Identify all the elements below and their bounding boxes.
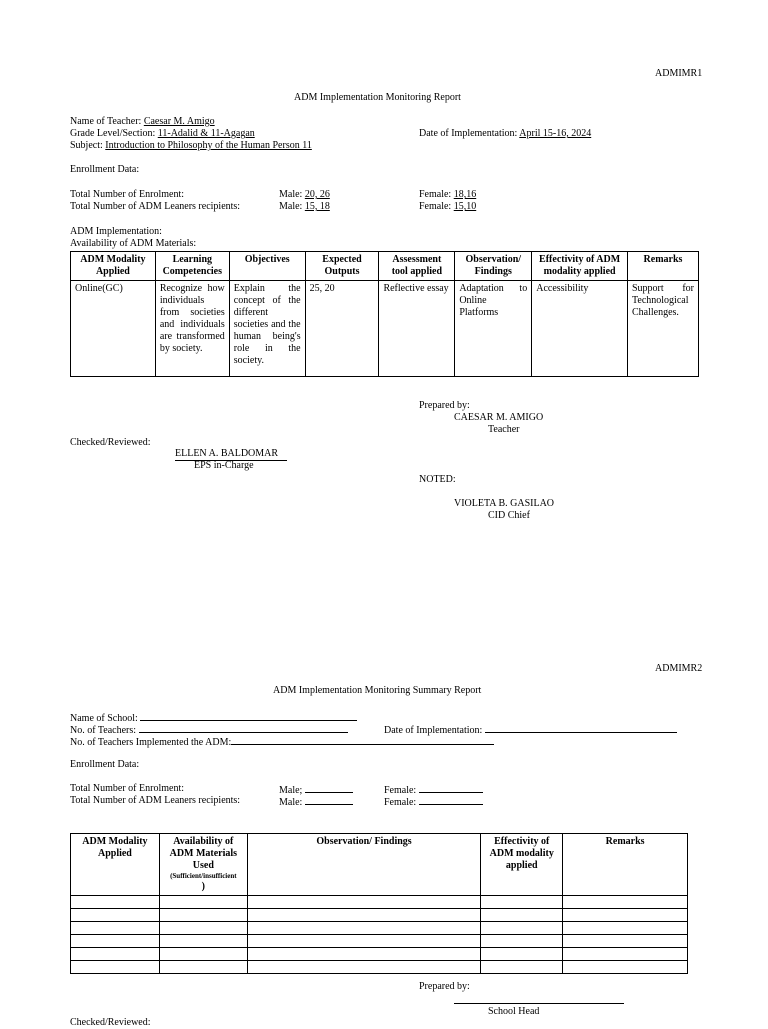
recipients-male bbox=[279, 201, 330, 213]
teachers-label: No. of Teachers: bbox=[70, 725, 137, 736]
school-label: Name of School: bbox=[70, 713, 138, 724]
table-row bbox=[71, 948, 688, 961]
summary-header-availability bbox=[159, 834, 247, 896]
checked-label: Checked/Reviewed: bbox=[70, 437, 151, 448]
recipients-male-label: Male: bbox=[279, 201, 303, 212]
table-cell[interactable] bbox=[71, 922, 160, 935]
grade-line bbox=[70, 128, 255, 140]
cell-observation: Adaptation to Online Platforms bbox=[455, 281, 532, 377]
prepared-role: Teacher bbox=[488, 424, 520, 435]
table-cell[interactable] bbox=[247, 909, 480, 922]
summary-header-effectivity: Effectivity of ADM modality applied bbox=[481, 834, 563, 896]
subject-line bbox=[70, 140, 312, 152]
cell-modality: Online(GC) bbox=[71, 281, 156, 377]
header-modality: ADM Modality Applied bbox=[71, 252, 156, 281]
table-cell[interactable] bbox=[159, 909, 247, 922]
summary-report-title: ADM Implementation Monitoring Summary Report bbox=[273, 685, 482, 696]
implemented-label: No. of Teachers Implemented the ADM: bbox=[70, 737, 232, 748]
implemented-blank[interactable] bbox=[231, 735, 494, 745]
summary-recipients-female bbox=[384, 795, 483, 809]
table-cell[interactable] bbox=[563, 961, 688, 974]
table-row bbox=[71, 281, 699, 377]
table-cell[interactable] bbox=[247, 922, 480, 935]
summary-recipients-female-blank[interactable] bbox=[419, 795, 483, 805]
summary-header-remarks: Remarks bbox=[563, 834, 688, 896]
table-cell[interactable] bbox=[71, 948, 160, 961]
implemented-line bbox=[70, 735, 494, 749]
summary-enrolment-female-blank[interactable] bbox=[419, 783, 483, 793]
recipients-male-value: 15, 18 bbox=[304, 201, 330, 212]
cell-effectivity: Accessibility bbox=[532, 281, 628, 377]
table-cell[interactable] bbox=[563, 896, 688, 909]
cell-assessment: Reflective essay bbox=[379, 281, 455, 377]
summary-prepared-label: Prepared by: bbox=[419, 981, 470, 992]
table-row bbox=[71, 935, 688, 948]
summary-enrollment-data-label: Enrollment Data: bbox=[70, 759, 140, 770]
recipients-female bbox=[419, 201, 476, 213]
table-cell[interactable] bbox=[71, 909, 160, 922]
summary-checked-label: Checked/Reviewed: bbox=[70, 1017, 151, 1028]
summary-enrolment-label: Total Number of Enrolment: bbox=[70, 783, 184, 794]
header-outputs: Expected Outputs bbox=[305, 252, 379, 281]
enrolment-female-value: 18,16 bbox=[453, 189, 477, 200]
subject-value: Introduction to Philosophy of the Human Person 11 bbox=[105, 140, 312, 151]
checked-role: EPS in-Charge bbox=[194, 460, 254, 471]
header-effectivity: Effectivity of ADM modality applied bbox=[532, 252, 628, 281]
header-competencies: Learning Competencies bbox=[155, 252, 229, 281]
noted-name: VIOLETA B. GASILAO bbox=[454, 498, 555, 509]
summary-enrolment-male-label: Male; bbox=[279, 785, 303, 796]
availability-label: Availability of ADM Materials: bbox=[70, 238, 197, 249]
date-label: Date of Implementation: bbox=[419, 128, 518, 139]
summary-header-availability-text: Availability of ADM Materials Used bbox=[169, 836, 238, 871]
prepared-name: CAESAR M. AMIGO bbox=[454, 412, 544, 423]
summary-table bbox=[70, 833, 688, 974]
summary-header-row bbox=[71, 834, 688, 896]
summary-date-blank[interactable] bbox=[485, 723, 677, 733]
header-objectives: Objectives bbox=[229, 252, 305, 281]
table-cell[interactable] bbox=[481, 948, 563, 961]
summary-recipients-label: Total Number of ADM Leaners recipients: bbox=[70, 795, 241, 806]
table-cell[interactable] bbox=[563, 935, 688, 948]
implementation-label: ADM Implementation: bbox=[70, 226, 162, 237]
table-cell[interactable] bbox=[71, 961, 160, 974]
summary-header-modality: ADM Modality Applied bbox=[71, 834, 160, 896]
header-observation: Observation/ Findings bbox=[455, 252, 532, 281]
enrolment-male-label: Male: bbox=[279, 189, 303, 200]
enrolment-male bbox=[279, 189, 330, 201]
subject-label: Subject: bbox=[70, 140, 103, 151]
table-row bbox=[71, 922, 688, 935]
table-cell[interactable] bbox=[481, 935, 563, 948]
recipients-female-label: Female: bbox=[419, 201, 452, 212]
table-row bbox=[71, 961, 688, 974]
summary-report-code: ADMIMR2 bbox=[655, 663, 703, 674]
table-cell[interactable] bbox=[481, 922, 563, 935]
table-cell[interactable] bbox=[71, 896, 160, 909]
school-blank[interactable] bbox=[140, 711, 357, 721]
summary-recipients-female-label: Female: bbox=[384, 797, 417, 808]
summary-enrolment-female-label: Female: bbox=[384, 785, 417, 796]
table-cell[interactable] bbox=[247, 961, 480, 974]
table-cell[interactable] bbox=[159, 896, 247, 909]
cell-outputs: 25, 20 bbox=[305, 281, 379, 377]
table-cell[interactable] bbox=[563, 922, 688, 935]
noted-label: NOTED: bbox=[419, 474, 456, 485]
table-cell[interactable] bbox=[481, 896, 563, 909]
summary-recipients-male-blank[interactable] bbox=[305, 795, 353, 805]
teacher-label: Name of Teacher: bbox=[70, 116, 142, 127]
report-code: ADMIMR1 bbox=[655, 68, 703, 79]
recipients-female-value: 15,10 bbox=[453, 201, 477, 212]
table-header-row bbox=[71, 252, 699, 281]
table-cell[interactable] bbox=[563, 948, 688, 961]
adm-table bbox=[70, 251, 699, 377]
report-title: ADM Implementation Monitoring Report bbox=[294, 92, 461, 103]
header-remarks: Remarks bbox=[627, 252, 698, 281]
table-row bbox=[71, 896, 688, 909]
teachers-blank[interactable] bbox=[139, 723, 348, 733]
table-cell[interactable] bbox=[159, 922, 247, 935]
availability-note: (Sufficient/insufficient bbox=[170, 872, 237, 880]
cell-competencies: Recognize how individuals from societies and individuals are transformed by society. bbox=[155, 281, 229, 377]
teacher-line bbox=[70, 116, 215, 128]
table-cell[interactable] bbox=[563, 909, 688, 922]
header-assessment: Assessment tool applied bbox=[379, 252, 455, 281]
availability-note-close: ) bbox=[201, 881, 205, 892]
table-cell[interactable] bbox=[247, 948, 480, 961]
school-head-signature-line[interactable] bbox=[454, 999, 624, 1004]
enrolment-female bbox=[419, 189, 476, 201]
date-line bbox=[419, 128, 591, 140]
grade-label: Grade Level/Section: bbox=[70, 128, 156, 139]
table-cell[interactable] bbox=[159, 961, 247, 974]
cell-remarks: Support for Technological Challenges. bbox=[627, 281, 698, 377]
summary-header-observation: Observation/ Findings bbox=[247, 834, 480, 896]
checked-name-text: ELLEN A. BALDOMAR bbox=[175, 448, 287, 461]
enrolment-male-value: 20, 26 bbox=[304, 189, 330, 200]
table-cell[interactable] bbox=[159, 935, 247, 948]
noted-role: CID Chief bbox=[488, 510, 530, 521]
table-cell[interactable] bbox=[159, 948, 247, 961]
prepared-label: Prepared by: bbox=[419, 400, 470, 411]
summary-enrolment-male-blank[interactable] bbox=[305, 783, 353, 793]
summary-prepared-role: School Head bbox=[488, 1006, 540, 1017]
cell-objectives: Explain the concept of the different societies and the human being's role in the society. bbox=[229, 281, 305, 377]
summary-body bbox=[71, 896, 688, 974]
recipients-label: Total Number of ADM Leaners recipients: bbox=[70, 201, 241, 212]
summary-date-label: Date of Implementation: bbox=[384, 725, 483, 736]
table-cell[interactable] bbox=[71, 935, 160, 948]
summary-recipients-male-label: Male: bbox=[279, 797, 303, 808]
table-cell[interactable] bbox=[247, 935, 480, 948]
table-cell[interactable] bbox=[481, 961, 563, 974]
table-cell[interactable] bbox=[247, 896, 480, 909]
table-row bbox=[71, 909, 688, 922]
date-value: April 15-16, 2024 bbox=[519, 128, 592, 139]
grade-value: 11-Adalid & 11-Agagan bbox=[157, 128, 255, 139]
teacher-value: Caesar M. Amigo bbox=[143, 116, 215, 127]
summary-recipients-male bbox=[279, 795, 353, 809]
enrolment-female-label: Female: bbox=[419, 189, 452, 200]
enrolment-label: Total Number of Enrolment: bbox=[70, 189, 184, 200]
table-cell[interactable] bbox=[481, 909, 563, 922]
enrollment-data-label: Enrollment Data: bbox=[70, 164, 140, 175]
